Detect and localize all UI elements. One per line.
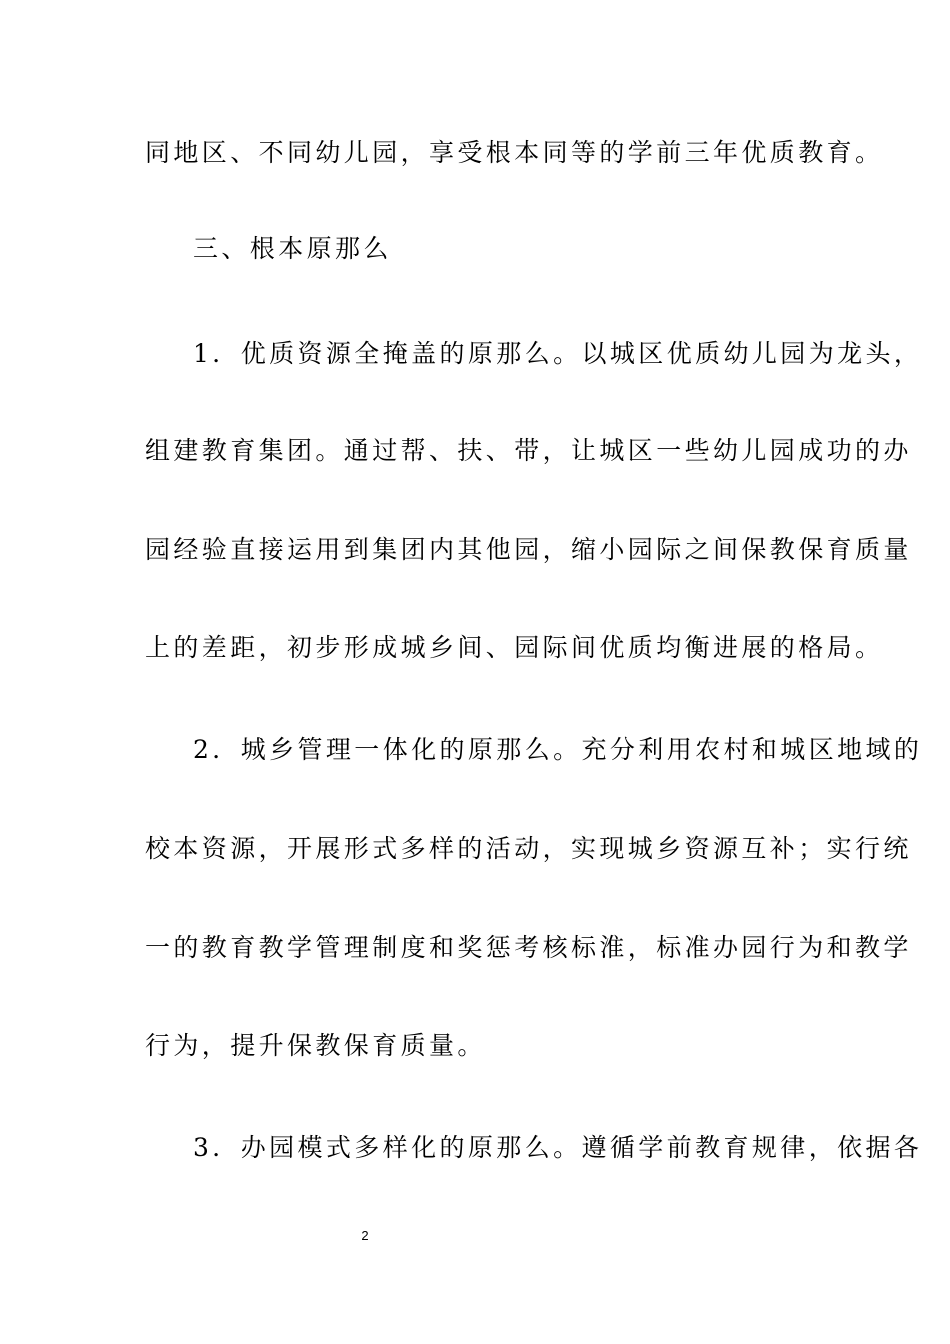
paragraph-line: 校本资源，开展形式多样的活动，实现城乡资源互补；实行统 [145,834,912,863]
paragraph-line: 组建教育集团。通过帮、扶、带，让城区一些幼儿园成功的办 [145,436,912,465]
paragraph-line: 上的差距，初步形成城乡间、园际间优质均衡进展的格局。 [145,633,884,662]
paragraph-line: 1．优质资源全掩盖的原那么。以城区优质幼儿园为龙头， [193,339,923,368]
paragraph-line: 一的教育教学管理制度和奖惩考核标淮，标准办园行为和教学 [145,933,912,962]
section-heading: 三、根本原那么 [193,234,392,263]
paragraph-line: 2．城乡管理一体化的原那么。充分利用农村和城区地域的 [193,735,923,764]
paragraph-line: 行为，提升保教保育质量。 [145,1031,486,1060]
page-number: 2 [361,1228,369,1243]
paragraph-line: 园经验直接运用到集团内其他园，缩小园际之间保教保育质量 [145,535,912,564]
paragraph-line: 同地区、不同幼儿园，享受根本同等的学前三年优质教育。 [145,138,884,167]
paragraph-line: 3．办园模式多样化的原那么。遵循学前教育规律，依据各 [193,1133,923,1162]
